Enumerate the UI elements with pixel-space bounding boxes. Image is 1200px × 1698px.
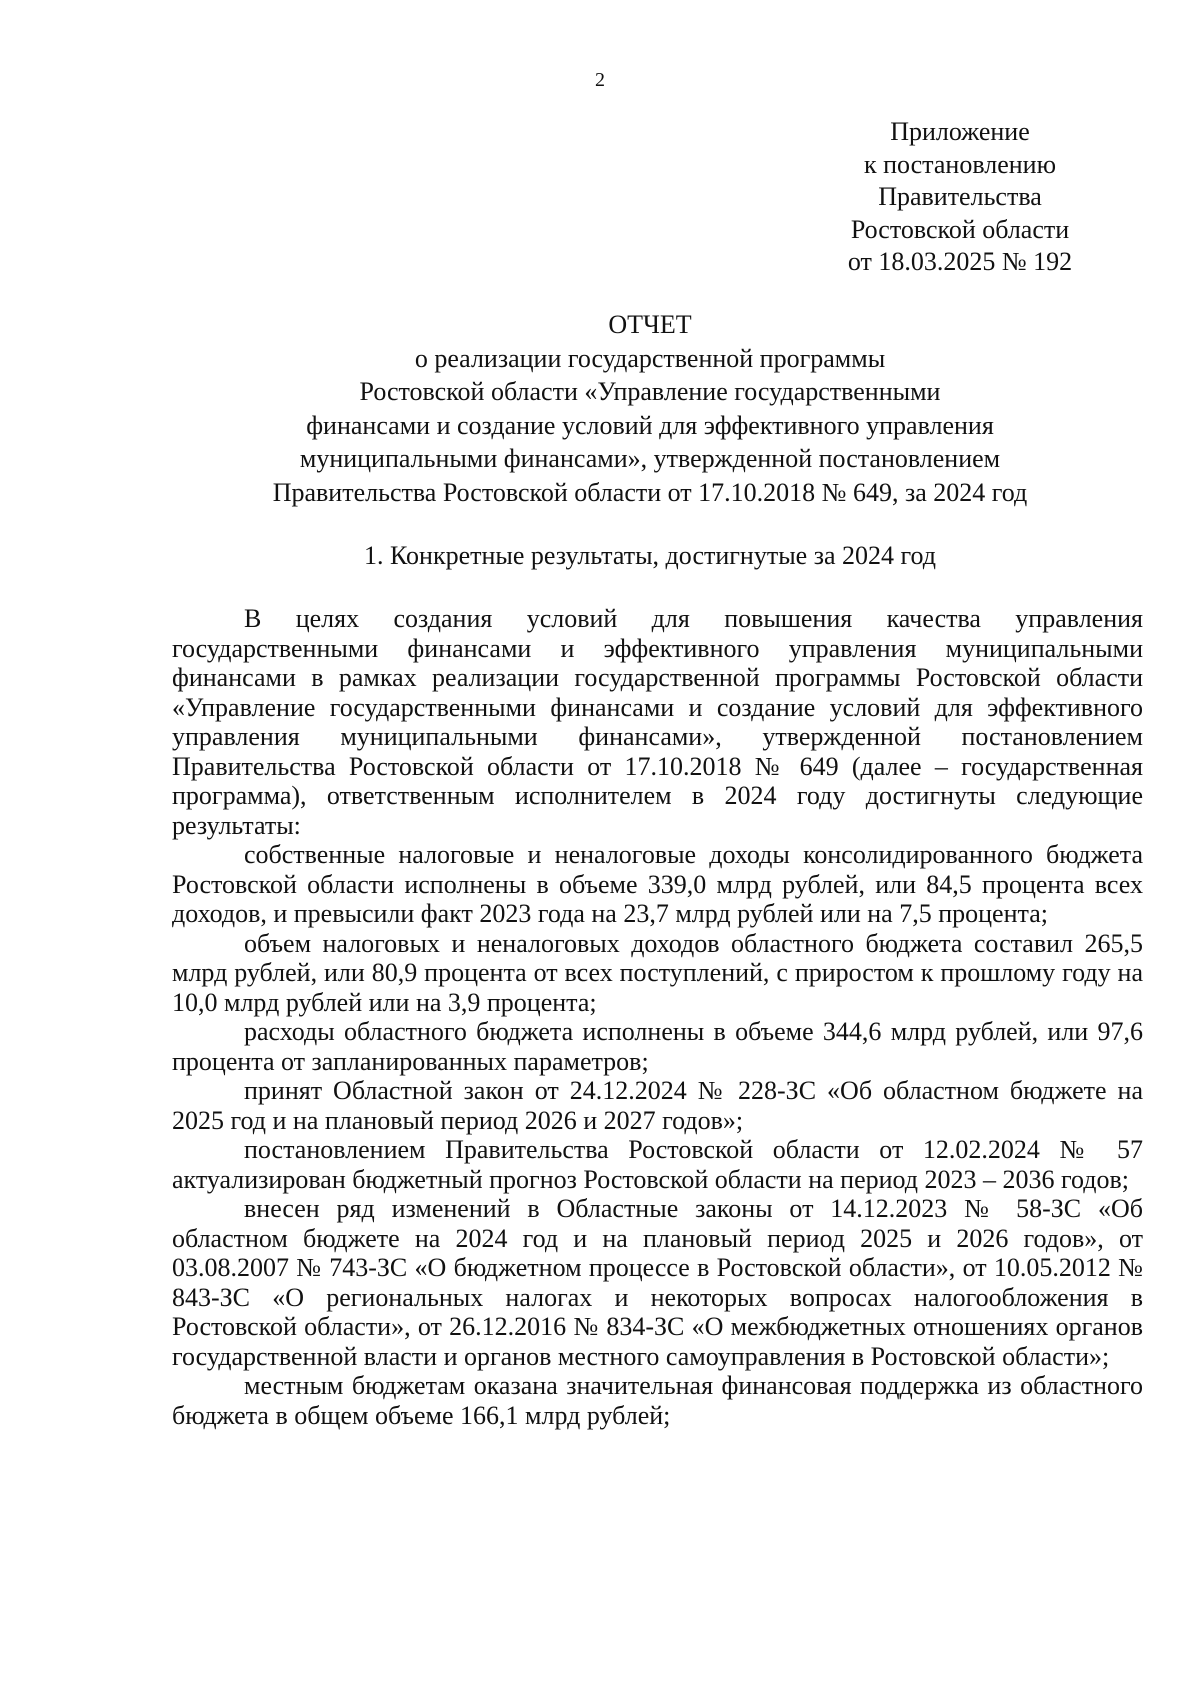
appendix-line: Приложение	[890, 117, 1030, 146]
report-title: ОТЧЕТ	[608, 310, 692, 339]
result-paragraph: собственные налоговые и неналоговые доходы консолидированного бюджета Ростовской области исполнены в объеме 339,0 млрд рублей, или 84,5 процента всех доходов, и превысили факт 2023 года на 23,7 млрд рублей или на 7,5 процента;	[172, 840, 1143, 928]
result-paragraph: постановлением Правительства Ростовской области от 12.02.2024 № 57 актуализирован бюджетный прогноз Ростовской области на период 2023 – 2036 годов;	[172, 1135, 1143, 1194]
result-paragraph: принят Областной закон от 24.12.2024 № 228-ЗС «Об областном бюджете на 2025 год и на плановый период 2026 и 2027 годов»;	[172, 1076, 1143, 1135]
report-subtitle-line: Правительства Ростовской области от 17.10.2018 № 649, за 2024 год	[272, 477, 1028, 507]
result-paragraph: местным бюджетам оказана значительная финансовая поддержка из областного бюджета в общем объеме 166,1 млрд рублей;	[172, 1371, 1143, 1430]
report-subtitle-line: муниципальными финансами», утвержденной постановлением	[299, 444, 1001, 473]
section-title: 1. Конкретные результаты, достигнутые за 2024 год	[363, 541, 937, 570]
appendix-block	[830, 116, 1090, 279]
report-subtitle-line: Ростовской области «Управление государственными	[359, 377, 941, 406]
result-paragraph: внесен ряд изменений в Областные законы от 14.12.2023 № 58-ЗС «Об областном бюджете на 2024 год и на плановый период 2025 и 2026 годов», от 03.08.2007 № 743-ЗС «О бюджетном процессе в Ростовской области», от 10.05.2012 № 843-ЗС «О региональных налогах и некоторых вопросах налогообложения в Ростовской области», от 26.12.2016 № 834-ЗС «О межбюджетных отношениях органов государственной власти и органов местного самоуправления в Ростовской области»;	[172, 1194, 1143, 1371]
intro-paragraph: В целях создания условий для повышения качества управления государственными финансами и эффективного управления муниципальными финансами в рамках реализации государственной программы Ростовской области «Управление государственными финансами и создание условий для эффективного управления муниципальными финансами», утвержденной постановлением Правительства Ростовской области от 17.10.2018 № 649 (далее – государственная программа), ответственным исполнителем в 2024 году достигнуты следующие результаты:	[172, 604, 1143, 840]
report-heading	[150, 308, 1150, 509]
appendix-line: к постановлению	[863, 149, 1057, 179]
result-paragraph: расходы областного бюджета исполнены в объеме 344,6 млрд рублей, или 97,6 процента от запланированных параметров;	[172, 1017, 1143, 1076]
appendix-line: Ростовской области	[850, 214, 1070, 244]
page-number: 2	[595, 69, 605, 91]
result-paragraph: объем налоговых и неналоговых доходов областного бюджета составил 265,5 млрд рублей, или 80,9 процента от всех поступлений, с приростом к прошлому году на 10,0 млрд рублей или на 3,9 процента;	[172, 928, 1143, 1017]
report-subtitle-line: о реализации государственной программы	[414, 343, 886, 373]
body-text	[172, 604, 1143, 1430]
appendix-line: Правительства	[878, 182, 1042, 211]
report-subtitle-line: финансами и создание условий для эффективного управления	[306, 410, 994, 440]
appendix-line: от 18.03.2025 № 192	[847, 247, 1073, 276]
